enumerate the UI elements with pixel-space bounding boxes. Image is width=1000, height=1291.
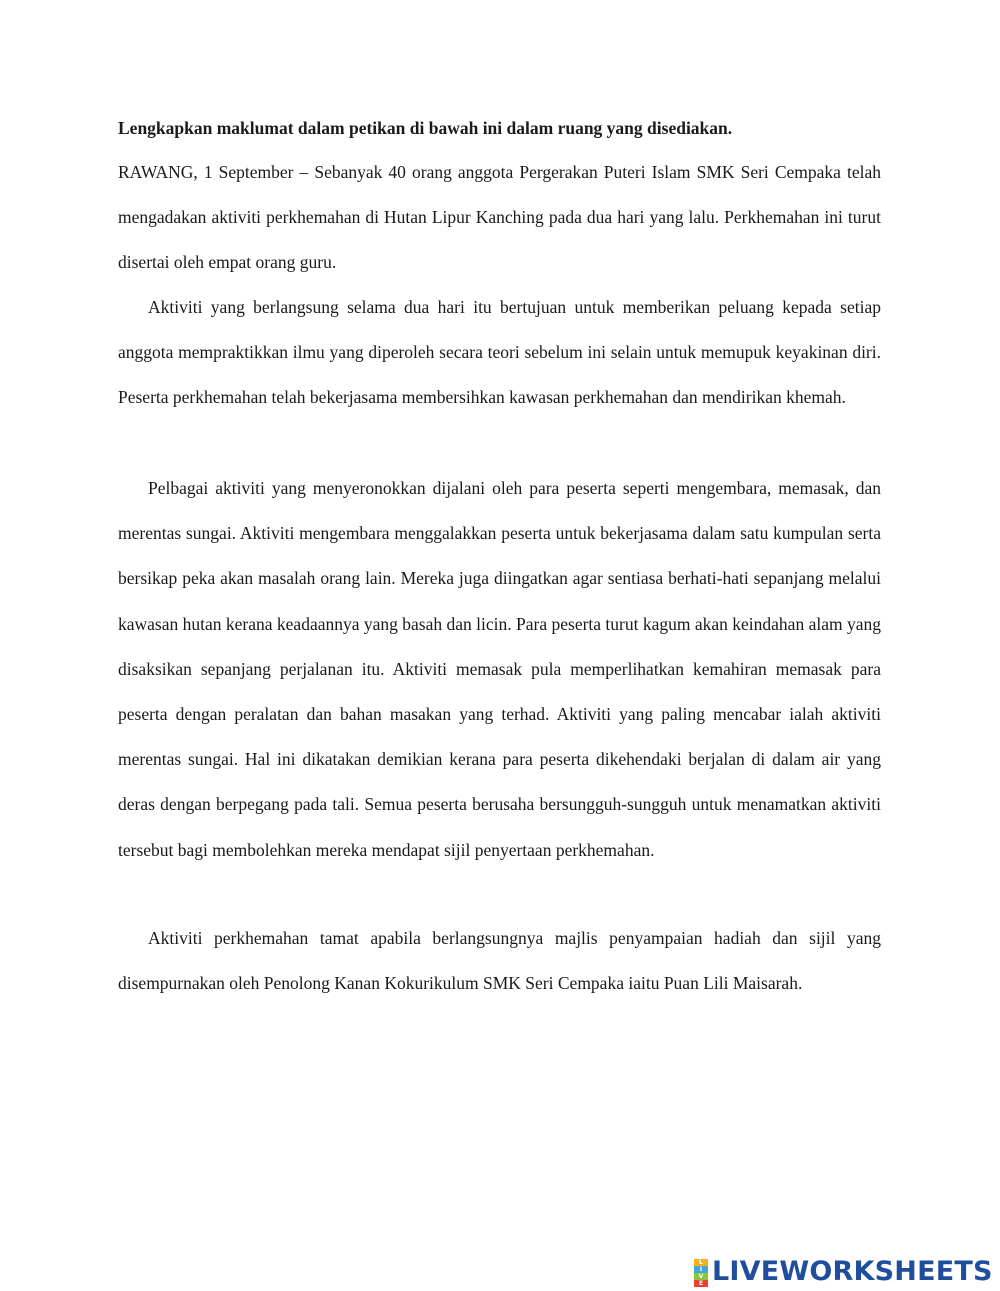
liveworksheets-logo[interactable]: [694, 1256, 993, 1286]
paragraph-1: RAWANG, 1 September – Sebanyak 40 orang anggota Pergerakan Puteri Islam SMK Seri Cempaka telah mengadakan aktiviti perkhemahan di Hutan Lipur Kanching pada dua hari yang lalu. Perkhemahan ini turut disertai oleh empat orang guru.: [118, 162, 881, 273]
logo-mark-letter: I: [694, 1266, 708, 1273]
paragraph-4: Aktiviti perkhemahan tamat apabila berlangsungnya majlis penyampaian hadiah dan sijil yang disempurnakan oleh Penolong Kanan Kokurikulum SMK Seri Cempaka iaitu Puan Lili Maisarah.: [118, 928, 881, 994]
paragraph-2: Aktiviti yang berlangsung selama dua hari itu bertujuan untuk memberikan peluang kepada setiap anggota mempraktikkan ilmu yang diperoleh secara teori sebelum ini selain untuk memupuk keyakinan diri. Peserta perkhemahan telah bekerjasama membersihkan kawasan perkhemahan dan mendirikan khemah.: [118, 297, 881, 408]
logo-mark-letter: E: [694, 1280, 708, 1287]
logo-mark-letter: V: [694, 1273, 708, 1280]
logo-text: LIVEWORKSHEETS: [712, 1255, 993, 1287]
instruction-heading: Lengkapkan maklumat dalam petikan di bawah ini dalam ruang yang disediakan.: [118, 118, 733, 138]
logo-mark-icon: [694, 1259, 708, 1287]
paragraph-3: Pelbagai aktiviti yang menyeronokkan dijalani oleh para peserta seperti mengembara, memasak, dan merentas sungai. Aktiviti mengembara menggalakkan peserta untuk bekerjasama dalam satu kumpulan serta bersikap peka akan masalah orang lain. Mereka juga diingatkan agar sentiasa berhati-hati sepanjang melalui kawasan hutan kerana keadaannya yang basah dan licin. Para peserta turut kagum akan keindahan alam yang disaksikan sepanjang perjalanan itu. Aktiviti memasak pula memperlihatkan kemahiran memasak para peserta dengan peralatan dan bahan masakan yang terhad. Aktiviti yang paling mencabar ialah aktiviti merentas sungai. Hal ini dikatakan demikian kerana para peserta dikehendaki berjalan di dalam air yang deras dengan berpegang pada tali. Semua peserta berusaha bersungguh-sungguh untuk menamatkan aktiviti tersebut bagi membolehkan mereka mendapat sijil penyertaan perkhemahan.: [118, 478, 881, 860]
logo-mark-letter: L: [694, 1259, 708, 1266]
